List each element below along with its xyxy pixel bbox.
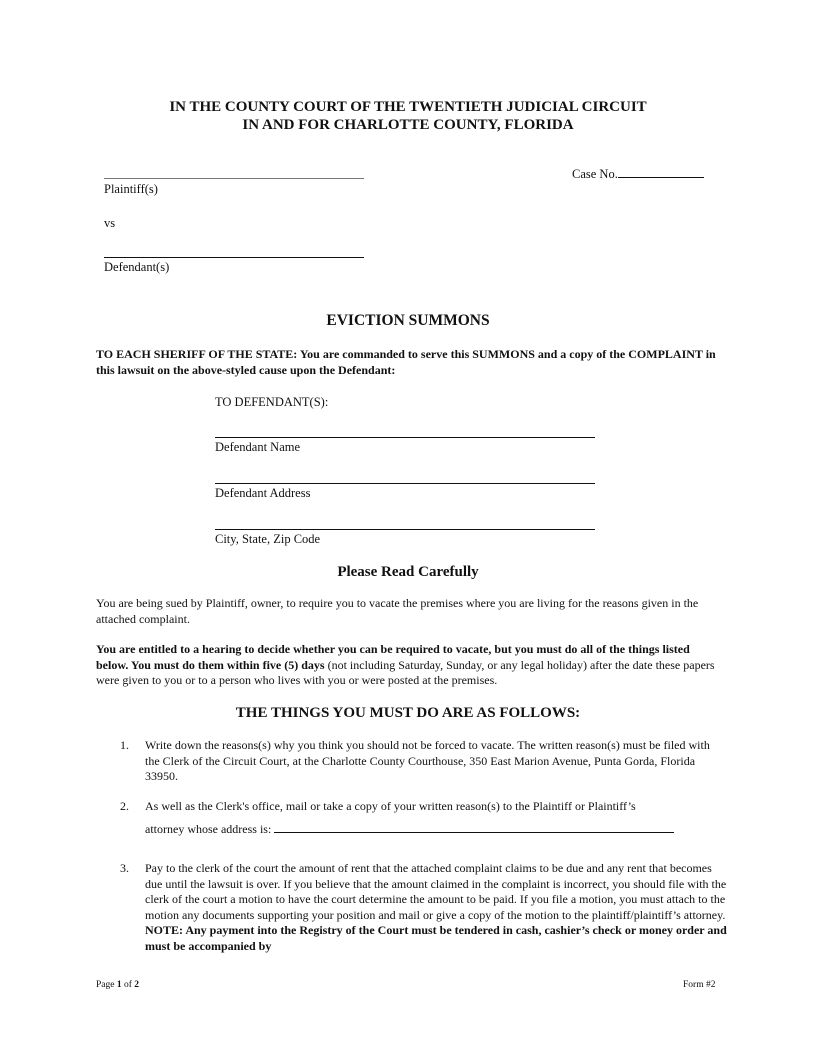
entitled-bold-text: You are entitled to a hearing to decide whether you can be required to vacate, but you must do all of the things listed below. You must do them within five (5) days — [96, 642, 690, 672]
case-no-blank — [618, 177, 704, 178]
intro-paragraph: You are being sued by Plaintiff, owner, to require you to vacate the premises where you are living for the reasons given in the attached complaint. — [96, 596, 699, 626]
plaintiff-signature-line — [104, 178, 364, 179]
entitled-normal-text: (not including Saturday, Sunday, or any legal holiday) after the date these papers were given to you or to a person who lives with you or were posted at the premises. — [96, 657, 715, 687]
page-number — [96, 980, 139, 990]
attorney-address-label: attorney whose address is: — [145, 822, 272, 836]
item-3-number: 3. — [120, 861, 129, 875]
things-heading: THE THINGS YOU MUST DO ARE AS FOLLOWS: — [235, 705, 581, 721]
page-of: of — [123, 980, 132, 990]
case-no-label: Case No. — [572, 167, 618, 181]
court-header-line-1: IN THE COUNTY COURT OF THE TWENTIETH JUDICIAL CIRCUIT — [169, 99, 647, 115]
item-2-number: 2. — [120, 799, 129, 813]
item-1-text: Write down the reasons(s) why you think you should not be forced to vacate. The written reason(s) must be filed with the Clerk of the Circuit Court, at the Charlotte County Courthouse, 350 East Marion Avenue, Punta Gorda, Florida 33950. — [145, 738, 710, 783]
sheriff-command: TO EACH SHERIFF OF THE STATE: You are commanded to serve this SUMMONS and a copy of the COMPLAINT in this lawsuit on the above-styled cause upon the Defendant: — [96, 347, 716, 377]
city-state-zip-line — [215, 529, 595, 530]
page-title: EVICTION SUMMONS — [326, 312, 490, 329]
defendant-signature-line — [104, 257, 364, 258]
attorney-address-blank — [274, 822, 674, 833]
defendant-label: Defendant(s) — [104, 260, 170, 274]
page-total: 2 — [134, 980, 140, 990]
item-3-normal-text: Pay to the clerk of the court the amount of rent that the attached complaint claims to be due and any rent that becomes due until the lawsuit is over. If you believe that the amount claimed in the complaint is incorrect, you should file with the clerk of the court a motion to have the court determine the amount to be paid. If you file a motion, you must attach to the motion any documents supporting your position and mail or give a copy of the motion to the plaintiff/plaintiff’s attorney. — [145, 861, 727, 922]
court-header-line-2: IN AND FOR CHARLOTTE COUNTY, FLORIDA — [242, 117, 574, 133]
defendant-address-line — [215, 483, 595, 484]
page-current: 1 — [116, 980, 122, 990]
please-read-carefully-heading: Please Read Carefully — [337, 564, 479, 580]
vs-label: vs — [104, 216, 116, 230]
city-state-zip-label: City, State, Zip Code — [215, 532, 321, 546]
form-number: Form #2 — [683, 980, 716, 990]
case-number — [572, 167, 704, 182]
item-1-number: 1. — [120, 738, 129, 752]
item-2-text: As well as the Clerk's office, mail or take a copy of your written reason(s) to the Plaintiff or Plaintiff’s — [145, 799, 636, 813]
court-header — [0, 98, 816, 134]
page-word: Page — [96, 980, 115, 990]
to-defendants-heading: TO DEFENDANT(S): — [215, 395, 329, 409]
item-3-text — [145, 861, 727, 954]
defendant-name-line — [215, 437, 595, 438]
item-2-attorney-line — [145, 822, 727, 838]
entitled-paragraph — [96, 642, 724, 689]
item-3-note-text: NOTE: Any payment into the Registry of the Court must be tendered in cash, cashier’s check or money order and must be accompanied by — [145, 923, 727, 953]
plaintiff-label: Plaintiff(s) — [104, 182, 158, 196]
defendant-name-label: Defendant Name — [215, 440, 301, 454]
defendant-address-label: Defendant Address — [215, 486, 311, 500]
